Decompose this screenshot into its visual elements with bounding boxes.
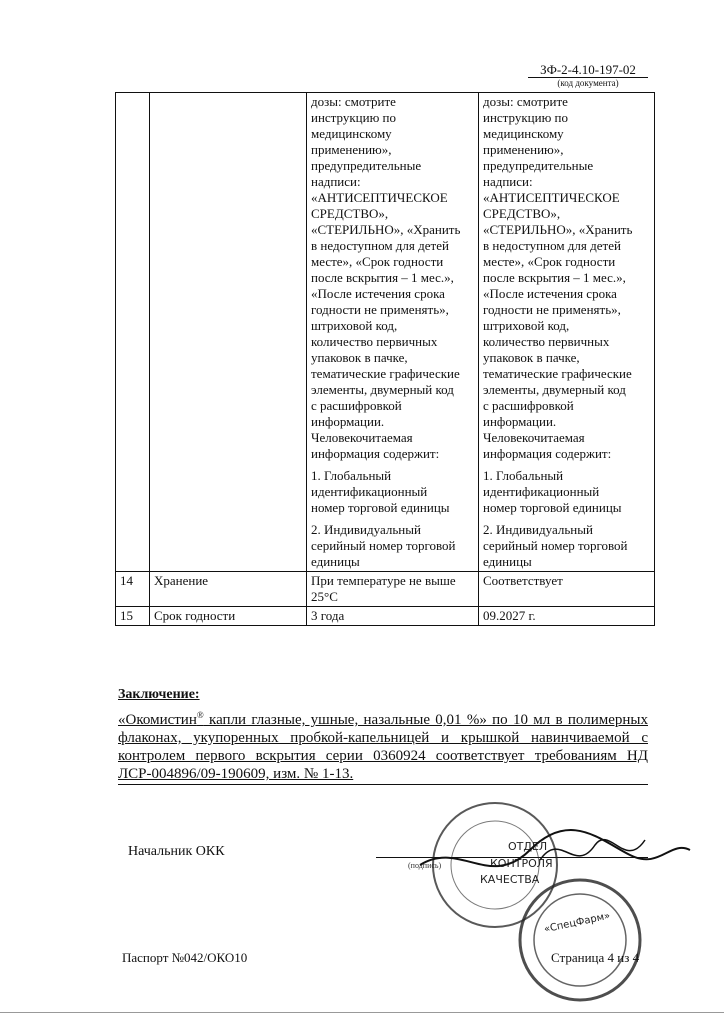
required-text-line: надписи: bbox=[311, 174, 361, 189]
actual-text-line: 2. Индивидуальный bbox=[483, 522, 593, 537]
actual-text-line: количество первичных bbox=[483, 334, 610, 349]
actual-text-line: информация содержит: bbox=[483, 446, 612, 461]
required-text-line: «АНТИСЕПТИЧЕСКОЕ bbox=[311, 190, 448, 205]
row-requirement: При температуре не выше 25°С bbox=[307, 572, 479, 607]
table-row-continued bbox=[116, 93, 655, 572]
actual-text-line: элементы, двумерный код bbox=[483, 382, 626, 397]
row-number: 15 bbox=[116, 607, 150, 626]
required-text-line: дозы: смотрите bbox=[311, 94, 396, 109]
signer-position: Начальник ОКК bbox=[128, 844, 225, 859]
conclusion-text-start: «Окомистин bbox=[118, 712, 197, 728]
actual-text-line: применению», bbox=[483, 142, 564, 157]
required-text-line: «После истечения срока bbox=[311, 286, 445, 301]
required-text-line: применению», bbox=[311, 142, 392, 157]
page-number: Страница 4 из 4 bbox=[551, 950, 640, 965]
required-text-line: штриховой код, bbox=[311, 318, 398, 333]
required-text-line: количество первичных bbox=[311, 334, 438, 349]
document-code bbox=[528, 62, 648, 88]
actual-text-line: «СТЕРИЛЬНО», «Хранить bbox=[483, 222, 633, 237]
actual-text-line: после вскрытия – 1 мес.», bbox=[483, 270, 626, 285]
required-text-line: информация содержит: bbox=[311, 446, 440, 461]
actual-text-line: «АНТИСЕПТИЧЕСКОЕ bbox=[483, 190, 620, 205]
doc-code-note: (код документа) bbox=[528, 77, 648, 88]
required-text-line: тематические графические bbox=[311, 366, 460, 381]
required-text-line: 1. Глобальный bbox=[311, 468, 392, 483]
actual-text-line: тематические графические bbox=[483, 366, 632, 381]
required-text-line: единицы bbox=[311, 554, 360, 569]
actual-text-line: в недоступном для детей bbox=[483, 238, 621, 253]
actual-text-line: предупредительные bbox=[483, 158, 594, 173]
required-text-line: медицинскому bbox=[311, 126, 392, 141]
signature-caption: (подпись) bbox=[408, 861, 442, 870]
stamp-ring-text: «СпецФарм» bbox=[543, 910, 612, 936]
cell-num-empty bbox=[116, 93, 150, 572]
required-text-line: номер торговой единицы bbox=[311, 500, 450, 515]
actual-text-line: идентификационный bbox=[483, 484, 600, 499]
actual-text-line: «После истечения срока bbox=[483, 286, 617, 301]
row-requirement: 3 года bbox=[307, 607, 479, 626]
actual-text-line: 1. Глобальный bbox=[483, 468, 564, 483]
table-row bbox=[116, 607, 655, 626]
table-row bbox=[116, 572, 655, 607]
stamp-text-line3: КАЧЕСТВА bbox=[480, 873, 540, 886]
row-parameter: Срок годности bbox=[150, 607, 307, 626]
stamp-text-line2: КОНТРОЛЯ bbox=[490, 857, 553, 870]
cell-name-empty bbox=[150, 93, 307, 572]
stamp-text-line1: ОТДЕЛ bbox=[508, 840, 548, 853]
required-text-line: 2. Индивидуальный bbox=[311, 522, 421, 537]
required-text-line: элементы, двумерный код bbox=[311, 382, 454, 397]
actual-text-line: упаковок в пачке, bbox=[483, 350, 580, 365]
required-text-line: серийный номер торговой bbox=[311, 538, 456, 553]
required-text-line: годности не применять», bbox=[311, 302, 449, 317]
conclusion-title: Заключение: bbox=[118, 687, 200, 702]
actual-text-line: медицинскому bbox=[483, 126, 564, 141]
spec-table bbox=[115, 92, 655, 626]
required-text-line: предупредительные bbox=[311, 158, 422, 173]
row-result: 09.2027 г. bbox=[479, 607, 655, 626]
actual-text-line: номер торговой единицы bbox=[483, 500, 622, 515]
passport-number: Паспорт №042/ОКО10 bbox=[122, 950, 248, 965]
required-text-line: в недоступном для детей bbox=[311, 238, 449, 253]
cell-actual-text bbox=[479, 93, 655, 572]
row-parameter: Хранение bbox=[150, 572, 307, 607]
actual-text-line: надписи: bbox=[483, 174, 533, 189]
actual-text-line: серийный номер торговой bbox=[483, 538, 628, 553]
required-text-line: СРЕДСТВО», bbox=[311, 206, 389, 221]
actual-text-lines bbox=[483, 94, 650, 570]
required-text-lines bbox=[311, 94, 474, 570]
required-text-line: месте», «Срок годности bbox=[311, 254, 444, 269]
registered-mark: ® bbox=[196, 710, 204, 720]
actual-text-line: месте», «Срок годности bbox=[483, 254, 616, 269]
required-text-line: «СТЕРИЛЬНО», «Хранить bbox=[311, 222, 461, 237]
actual-text-line: дозы: смотрите bbox=[483, 94, 568, 109]
actual-text-line: информации. bbox=[483, 414, 557, 429]
required-text-line: упаковок в пачке, bbox=[311, 350, 408, 365]
row-number: 14 bbox=[116, 572, 150, 607]
actual-text-line: единицы bbox=[483, 554, 532, 569]
conclusion-text bbox=[118, 706, 648, 783]
page-bottom-edge bbox=[0, 1012, 724, 1013]
actual-text-line: штриховой код, bbox=[483, 318, 570, 333]
required-text-line: с расшифровкой bbox=[311, 398, 402, 413]
cell-required-text bbox=[307, 93, 479, 572]
required-text-line: информации. bbox=[311, 414, 385, 429]
actual-text-line: СРЕДСТВО», bbox=[483, 206, 561, 221]
doc-code-value: ЗФ-2-4.10-197-02 bbox=[540, 62, 636, 77]
conclusion-text-end: капли глазные, ушные, назальные 0,01 %» по 10 мл в полимерных флаконах, укупоренных пробкой-капельницей и крышкой навинчиваемой с контролем первого вскрытия серии 0360924 соответствует требованиям НД ЛСР-004896/09-190609, изм. № 1-13. bbox=[118, 712, 648, 782]
actual-text-line: с расшифровкой bbox=[483, 398, 574, 413]
actual-text-line: годности не применять», bbox=[483, 302, 621, 317]
required-text-line: Человекочитаемая bbox=[311, 430, 413, 445]
actual-text-line: Человекочитаемая bbox=[483, 430, 585, 445]
row-result: Соответствует bbox=[479, 572, 655, 607]
required-text-line: после вскрытия – 1 мес.», bbox=[311, 270, 454, 285]
required-text-line: инструкцию по bbox=[311, 110, 397, 125]
actual-text-line: инструкцию по bbox=[483, 110, 569, 125]
stamp-graphic bbox=[400, 780, 700, 1020]
required-text-line: идентификационный bbox=[311, 484, 428, 499]
quality-control-stamp bbox=[400, 780, 700, 1020]
